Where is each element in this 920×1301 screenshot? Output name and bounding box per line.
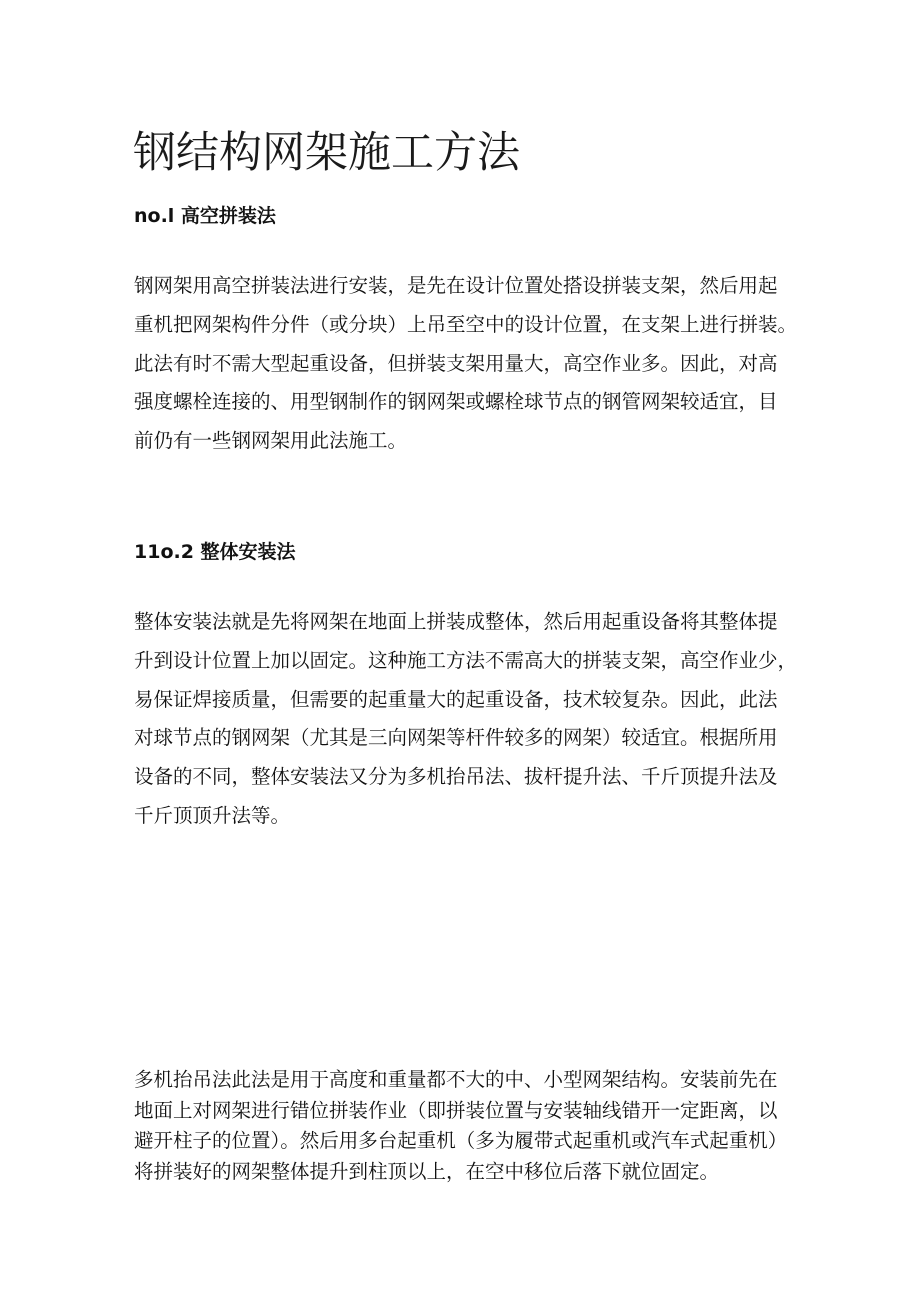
paragraph-line: 钢网架用高空拼装法进行安装，是先在设计位置处搭设拼装支架，然后用起 (134, 274, 778, 297)
paragraph-line: 前仍有一些钢网架用此法施工。 (134, 429, 408, 453)
paragraph-line: 设备的不同，整体安装法又分为多机抬吊法、拔杆提升法、千斤顶提升法及 (134, 765, 778, 789)
paragraph-line: 将拼装好的网架整体提升到柱顶以上，在空中移位后落下就位固定。 (134, 1159, 720, 1183)
section-2-paragraph (134, 603, 798, 836)
paragraph-line: 千斤顶顶升法等。 (134, 803, 291, 827)
paragraph-line: 整体安装法就是先将网架在地面上拼装成整体，然后用起重设备将其整体提 (134, 610, 778, 633)
paragraph-line: 易保证焊接质量，但需要的起重量大的起重设备，技术较复杂。因此，此法 (134, 687, 778, 711)
paragraph-line: 此法有时不需大型起重设备，但拼装支架用量大，高空作业多。因此，对高 (134, 351, 778, 375)
section-heading-1: no.l 高空拼装法 (134, 205, 276, 227)
page-title: 钢结构网架施工方法 (133, 128, 520, 178)
paragraph-line: 对球节点的钢网架（尤其是三向网架等杆件较多的网架）较适宜。根据所用 (134, 726, 778, 750)
section-3-paragraph (134, 1065, 794, 1187)
section-heading-2: 11o.2 整体安装法 (134, 541, 296, 563)
section-1-paragraph (134, 267, 798, 461)
paragraph-line: 强度螺栓连接的、用型钢制作的钢网架或螺栓球节点的钢管网架较适宜，目 (134, 390, 778, 414)
paragraph-line: 避开柱子的位置）。然后用多台起重机（多为履带式起重机或汽车式起重机） (134, 1129, 788, 1152)
paragraph-line: 地面上对网架进行错位拼装作业（即拼装位置与安装轴线错开一定距离，以 (134, 1098, 778, 1122)
paragraph-line: 升到设计位置上加以固定。这种施工方法不需高大的拼装支架，高空作业少， (134, 648, 798, 672)
paragraph-line: 多机抬吊法此法是用于高度和重量都不大的中、小型网架结构。安装前先在 (134, 1068, 778, 1091)
paragraph-line: 重机把网架构件分件（或分块）上吊至空中的设计位置，在支架上进行拼装。 (134, 312, 798, 336)
